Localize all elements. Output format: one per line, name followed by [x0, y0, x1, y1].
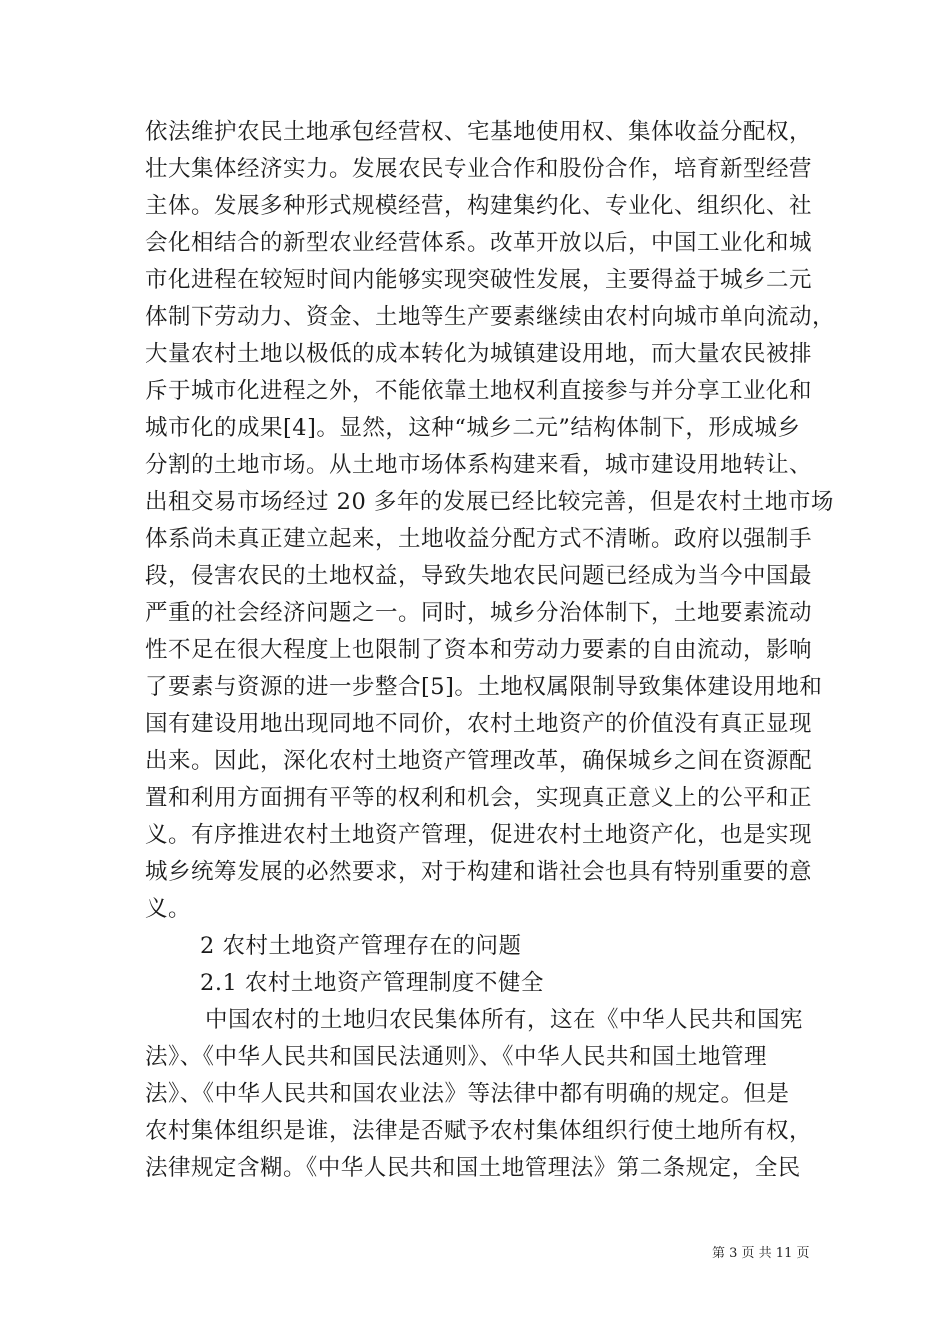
body-line: 性不足在很大程度上也限制了资本和劳动力要素的自由流动，影响	[145, 637, 813, 663]
body-line: 依法维护农民土地承包经营权、宅基地使用权、集体收益分配权，	[145, 119, 813, 145]
body-line: 壮大集体经济实力。发展农民专业合作和股份合作，培育新型经营	[145, 156, 813, 182]
body-line: 农村集体组织是谁，法律是否赋予农村集体组织行使土地所有权，	[145, 1118, 813, 1144]
body-line: 置和利用方面拥有平等的权利和机会，实现真正意义上的公平和正	[145, 785, 813, 811]
body-line: 斥于城市化进程之外，不能依靠土地权利直接参与并分享工业化和	[145, 378, 813, 404]
body-line: 义。有序推进农村土地资产管理，促进农村土地资产化，也是实现	[145, 822, 813, 848]
body-line: 体制下劳动力、资金、土地等生产要素继续由农村向城市单向流动，	[145, 304, 836, 330]
body-line: 出租交易市场经过 20 多年的发展已经比较完善，但是农村土地市场	[145, 489, 834, 515]
body-line: 法律规定含糊。《中华人民共和国土地管理法》第二条规定，全民	[145, 1155, 801, 1181]
body-line: 了要素与资源的进一步整合[5]。土地权属限制导致集体建设用地和	[145, 674, 823, 700]
body-line: 分割的土地市场。从土地市场体系构建来看，城市建设用地转让、	[145, 452, 813, 478]
body-line: 主体。发展多种形式规模经营，构建集约化、专业化、组织化、社	[145, 193, 813, 219]
body-line: 大量农村土地以极低的成本转化为城镇建设用地，而大量农民被排	[145, 341, 813, 367]
body-line: 义。	[145, 896, 192, 922]
section-heading: 2 农村土地资产管理存在的问题	[200, 933, 522, 959]
body-line: 体系尚未真正建立起来，土地收益分配方式不清晰。政府以强制手	[145, 526, 813, 552]
body-line: 严重的社会经济问题之一。同时，城乡分治体制下，土地要素流动	[145, 600, 813, 626]
page-number: 第 3 页 共 11 页	[712, 1246, 810, 1261]
body-line: 段，侵害农民的土地权益，导致失地农民问题已经成为当今中国最	[145, 563, 813, 589]
body-line: 中国农村的土地归农民集体所有，这在《中华人民共和国宪	[205, 1007, 804, 1033]
body-line: 城市化的成果[4]。显然，这种“城乡二元”结构体制下，形成城乡	[145, 415, 801, 441]
body-line: 出来。因此，深化农村土地资产管理改革，确保城乡之间在资源配	[145, 748, 813, 774]
body-line: 国有建设用地出现同地不同价，农村土地资产的价值没有真正显现	[145, 711, 813, 737]
body-line: 会化相结合的新型农业经营体系。改革开放以后，中国工业化和城	[145, 230, 813, 256]
body-line: 法》、《中华人民共和国农业法》等法律中都有明确的规定。但是	[145, 1081, 790, 1107]
body-line: 法》、《中华人民共和国民法通则》、《中华人民共和国土地管理	[145, 1044, 768, 1070]
body-line: 城乡统筹发展的必然要求，对于构建和谐社会也具有特别重要的意	[145, 859, 813, 885]
body-line: 市化进程在较短时间内能够实现突破性发展，主要得益于城乡二元	[145, 267, 813, 293]
subsection-heading: 2.1 农村土地资产管理制度不健全	[200, 970, 544, 996]
